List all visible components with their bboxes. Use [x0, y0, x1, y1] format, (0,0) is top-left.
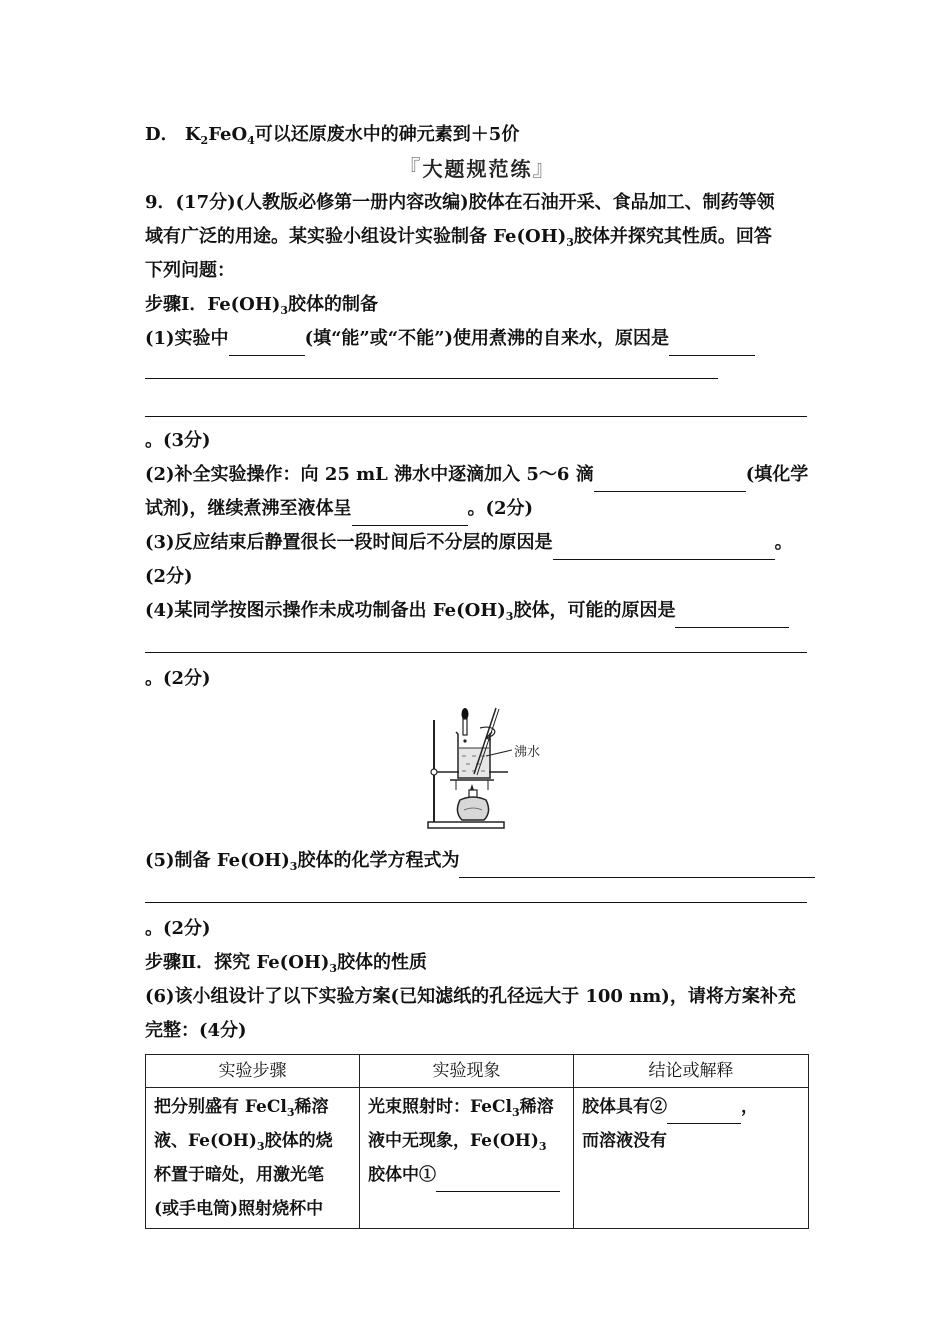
- text: 胶体并探究其性质。回答: [573, 226, 772, 247]
- text: (填“能”或“不能”)使用煮沸的自来水，原因是: [304, 328, 670, 349]
- answer-blank[interactable]: [667, 1101, 741, 1124]
- part-6-line-2: 完整：(4分): [145, 1020, 247, 1041]
- subscript: 3: [256, 1140, 265, 1153]
- text: 胶体的化学方程式为: [297, 850, 460, 871]
- text: 步骤Ⅱ．探究 Fe(OH): [145, 952, 330, 973]
- text: 。: [774, 532, 793, 553]
- subscript: 4: [247, 134, 255, 147]
- option-text: 可以还原废水中的砷元素到＋5价: [254, 124, 520, 145]
- table-header-row: [146, 1055, 809, 1088]
- table-cell-conclusion: [574, 1088, 809, 1229]
- answer-line[interactable]: [145, 390, 810, 424]
- text: 液中无现象，Fe(OH): [368, 1131, 539, 1151]
- answer-blank[interactable]: [594, 469, 746, 492]
- subscript: 3: [286, 1106, 295, 1119]
- text: 胶体的性质: [337, 952, 428, 973]
- text: 试剂)，继续煮沸至液体呈: [145, 498, 352, 519]
- answer-line[interactable]: [145, 878, 810, 912]
- text: 而溶液没有: [582, 1131, 667, 1151]
- answer-blank[interactable]: [553, 537, 775, 560]
- part-5-line-1: [145, 844, 810, 878]
- subscript: 3: [280, 304, 289, 317]
- text: 胶体中①: [368, 1165, 436, 1185]
- text: ，: [741, 1097, 758, 1117]
- text: (1)实验中: [145, 328, 229, 349]
- answer-blank[interactable]: [459, 855, 815, 878]
- text: 域有广泛的用途。某实验小组设计实验制备 Fe(OH): [145, 226, 567, 247]
- part-5-end: 。(2分): [145, 918, 211, 939]
- subscript: 3: [566, 236, 574, 249]
- table-cell-phenomenon: [360, 1088, 574, 1229]
- text: 把分别盛有 FeCl: [154, 1097, 287, 1117]
- step-1-heading: [145, 288, 810, 322]
- option-letter: D．: [145, 124, 179, 145]
- part-2-line-1: [145, 458, 810, 492]
- subscript: 3: [289, 860, 298, 873]
- experiment-table: [145, 1054, 809, 1229]
- text: 胶体具有②: [582, 1097, 667, 1117]
- figure-label: 沸水: [514, 745, 541, 760]
- subscript: 3: [538, 1140, 547, 1153]
- banner-bracket-left: 『: [398, 157, 423, 182]
- answer-blank[interactable]: [229, 333, 305, 356]
- answer-line[interactable]: [145, 356, 810, 390]
- subscript: 3: [329, 962, 338, 975]
- banner-bracket-right: 』: [532, 157, 557, 182]
- subscript: 3: [505, 610, 514, 623]
- text: (5)制备 Fe(OH): [145, 850, 290, 871]
- part-1: [145, 322, 810, 356]
- part-4-end: 。(2分): [145, 668, 211, 689]
- answer-blank[interactable]: [675, 605, 789, 628]
- option-d: [145, 118, 810, 152]
- apparatus-figure: [145, 704, 810, 834]
- apparatus-diagram: [420, 704, 660, 834]
- text: 步骤Ⅰ．Fe(OH): [145, 294, 281, 315]
- text: (或手电筒)照射烧杯中: [154, 1199, 324, 1219]
- answer-blank[interactable]: [436, 1169, 560, 1192]
- text: (2)补全实验操作：向 25 mL 沸水中逐滴加入 5～6 滴: [145, 464, 594, 485]
- text: 液、Fe(OH): [154, 1131, 257, 1151]
- subscript: 3: [511, 1106, 520, 1119]
- table-header: 实验现象: [360, 1055, 574, 1088]
- part-4-line-1: [145, 594, 810, 628]
- question-9-line-2: [145, 220, 810, 254]
- part-3-line-1: [145, 526, 810, 560]
- step-2-heading: [145, 946, 810, 980]
- text: (4)某同学按图示操作未成功制备出 Fe(OH): [145, 600, 506, 621]
- part-1-end: 。(3分): [145, 430, 211, 451]
- text: 。(2分): [467, 498, 534, 519]
- question-9-line-3: 下列问题：: [145, 260, 235, 281]
- table-cell-step: [146, 1088, 360, 1229]
- text: (填化学: [745, 464, 809, 485]
- table-header: 实验步骤: [146, 1055, 360, 1088]
- text: 胶体的制备: [288, 294, 379, 315]
- text: 杯置于暗处，用激光笔: [154, 1165, 324, 1185]
- formula-part: K: [184, 124, 201, 145]
- text: 胶体，可能的原因是: [513, 600, 676, 621]
- table-header: 结论或解释: [574, 1055, 809, 1088]
- subscript: 2: [200, 134, 209, 147]
- part-6-line-1: (6)该小组设计了以下实验方案(已知滤纸的孔径远大于 100 nm)，请将方案补充: [145, 986, 796, 1007]
- document-page: [145, 118, 810, 1229]
- table-row: [146, 1088, 809, 1229]
- text: 光束照射时：FeCl: [368, 1097, 512, 1117]
- text: 胶体的烧: [264, 1131, 333, 1151]
- banner-title: 大题规范练: [422, 157, 533, 181]
- section-banner: [145, 152, 810, 186]
- answer-blank[interactable]: [669, 333, 755, 356]
- question-9-line-1: 9．(17分)(人教版必修第一册内容改编)胶体在石油开采、食品加工、制药等领: [145, 192, 775, 213]
- formula-part: FeO: [208, 124, 248, 145]
- part-3-line-2: (2分): [145, 566, 193, 587]
- part-2-line-2: [145, 492, 810, 526]
- answer-line[interactable]: [145, 628, 810, 662]
- answer-blank[interactable]: [352, 503, 468, 526]
- text: 稀溶: [519, 1097, 554, 1117]
- text: 稀溶: [294, 1097, 329, 1117]
- text: (3)反应结束后静置很长一段时间后不分层的原因是: [145, 532, 553, 553]
